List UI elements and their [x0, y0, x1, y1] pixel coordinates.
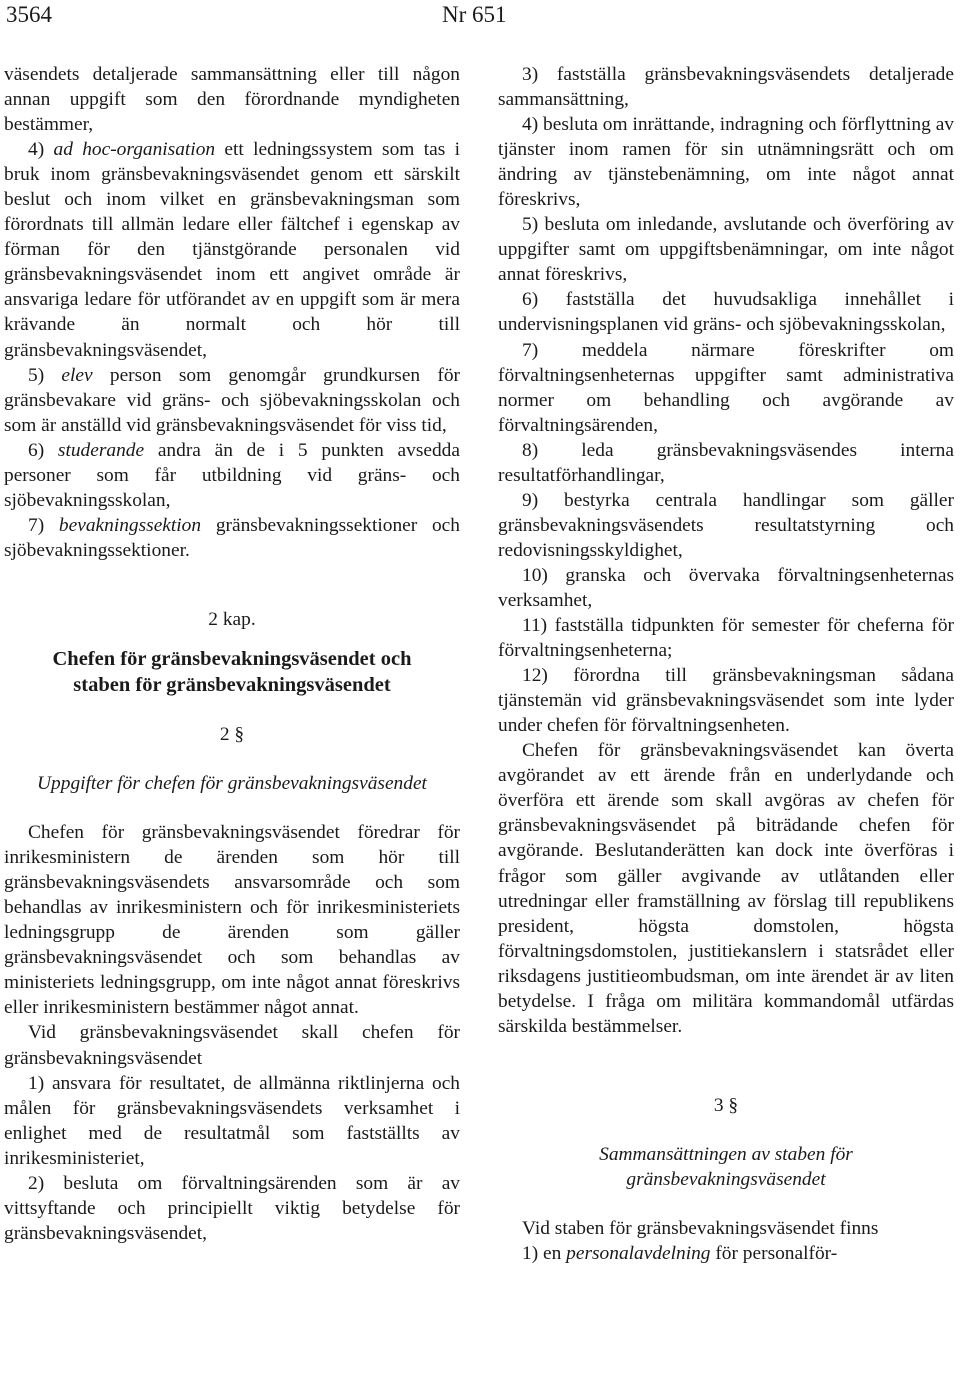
list-item: 2) besluta om förvaltningsärenden som är av vittsyftande och principiellt viktig betydelse för gränsbevakningsväsendet,: [4, 1172, 460, 1244]
left-column: [4, 62, 460, 1246]
defined-term: personalavdelning: [566, 1243, 711, 1265]
chapter-title: Chefen för gränsbevakningsväsendet och staben för gränsbevakningsväsendet: [52, 647, 412, 696]
page-number: 3564: [6, 2, 52, 27]
list-item: 5) besluta om inledande, avslutande och överföring av uppgifter samt om uppgiftsbenämningar, om inte något annat föreskrivs,: [498, 214, 954, 286]
section-title: Sammansättningen av staben för gränsbevakningsväsendet: [599, 1143, 853, 1190]
list-item: 8) leda gränsbevakningsväsendes interna resultatförhandlingar,: [498, 439, 954, 486]
list-item: 4) besluta om inrättande, indragning och förflyttning av tjänster inom ramen för sin utnämningsrätt och om ändring av tjänstebenämning, om inte något annat föreskrivs,: [498, 114, 954, 211]
definition-item: 6) studerande andra än de i 5 punkten avsedda personer som får utbildning vid gräns- och sjöbevakningsskolan,: [4, 439, 460, 511]
definition-item: 7) bevakningssektion gränsbevakningssektioner och sjöbevakningssektioner.: [4, 514, 460, 561]
document-number: Nr 651: [442, 2, 507, 27]
paragraph: Chefen för gränsbevakningsväsendet kan överta avgörandet av ett ärende från en underlydande och överföra ett ärende som skall avgöras av chefen för gränsbevakningsväsendet på biträdande chefen för avgörande. Beslutanderätten kan dock inte överföras i frågor som gäller avgivande av utlåtanden eller utredningar eller framställning av förslag till republikens president, högsta domstolen, högsta förvaltningsdomstolen, justitiekanslern i statsrådet eller riksdagens justitieombudsman, om inte ärendet är av liten betydelse. I fråga om militära kommandomål utfärdas särskilda bestämmelser.: [498, 740, 954, 1037]
section-heading: 2 §: [219, 723, 245, 745]
chapter-heading: 2 kap.: [208, 608, 256, 630]
defined-term: studerande: [57, 439, 145, 461]
list-item: 9) bestyrka centrala handlingar som gäller gränsbevakningsväsendets resultatstyrning och redovisningsskyldighet,: [498, 489, 954, 561]
list-item: 12) förordna till gränsbevakningsman sådana tjänstemän vid gränsbevakningsväsendet som inte lyder under chefen för förvaltningsenheten.: [498, 665, 954, 737]
definition-item: 4) ad hoc-organisation ett ledningssystem som tas i bruk inom gränsbevakningsväsendet genom ett särskilt beslut och inom vilket en gränsbevakningsman som förordnats till allmän ledare eller fältchef i egenskap av förman för den tjänstgörande personalen vid gränsbevakningsväsendet inom ett angivet område är ansvariga ledare för utförandet av en uppgift som är mera krävande än normalt och hör till gränsbevakningsväsendet,: [4, 139, 460, 361]
list-item: 1) ansvara för resultatet, de allmänna riktlinjerna och målen för gränsbevakningsväsendets verksamhet i enlighet med de resultatmål som fastställts av inrikesministeriet,: [4, 1072, 460, 1169]
list-item: 3) fastställa gränsbevakningsväsendets detaljerade sammansättning,: [498, 64, 954, 111]
list-item: 10) granska och övervaka förvaltningsenheternas verksamhet,: [498, 564, 954, 611]
right-column: [498, 62, 954, 1266]
paragraph: Vid gränsbevakningsväsendet skall chefen för gränsbevakningsväsendet: [4, 1022, 460, 1069]
paragraph: Chefen för gränsbevakningsväsendet föredrar för inrikesministern de ärenden som hör till gränsbevakningsväsendets ansvarsområde och som behandlas av inrikesministern och för inrikesministeriets ledningsgrupp de ärenden som gäller gränsbevakningsväsendet och som behandlas av ministeriets ledningsgrupp, om inte något annat föreskrivs eller inrikesministern bestämmer något annat.: [4, 822, 460, 1019]
list-item: 11) fastställa tidpunkten för semester för cheferna för förvaltningsenheterna;: [498, 615, 954, 662]
definition-item: 5) elev person som genomgår grundkursen för gränsbevakare vid gräns- och sjöbevakningsskolan och som är anställd vid gränsbevakningsväsendet för viss tid,: [4, 364, 460, 436]
defined-term: bevakningssektion: [58, 514, 202, 536]
list-item: 7) meddela närmare föreskrifter om förvaltningsenheternas uppgifter samt administrativa normer om behandling och avgörande av förvaltningsärenden,: [498, 339, 954, 436]
defined-term: ad hoc-organisation: [53, 139, 216, 161]
list-item: 6) fastställa det huvudsakliga innehållet i undervisningsplanen vid gräns- och sjöbevakningsskolan,: [498, 289, 954, 336]
defined-term: elev: [61, 364, 93, 386]
section-title: Uppgifter för chefen för gränsbevakningsväsendet: [37, 773, 427, 795]
paragraph: Vid staben för gränsbevakningsväsendet finns: [522, 1217, 879, 1239]
section-heading: 3 §: [713, 1094, 739, 1116]
paragraph: väsendets detaljerade sammansättning eller till någon annan uppgift som den förordnande myndigheten bestämmer,: [4, 64, 460, 136]
list-item: 1) en personalavdelning för personalför-: [522, 1243, 838, 1265]
